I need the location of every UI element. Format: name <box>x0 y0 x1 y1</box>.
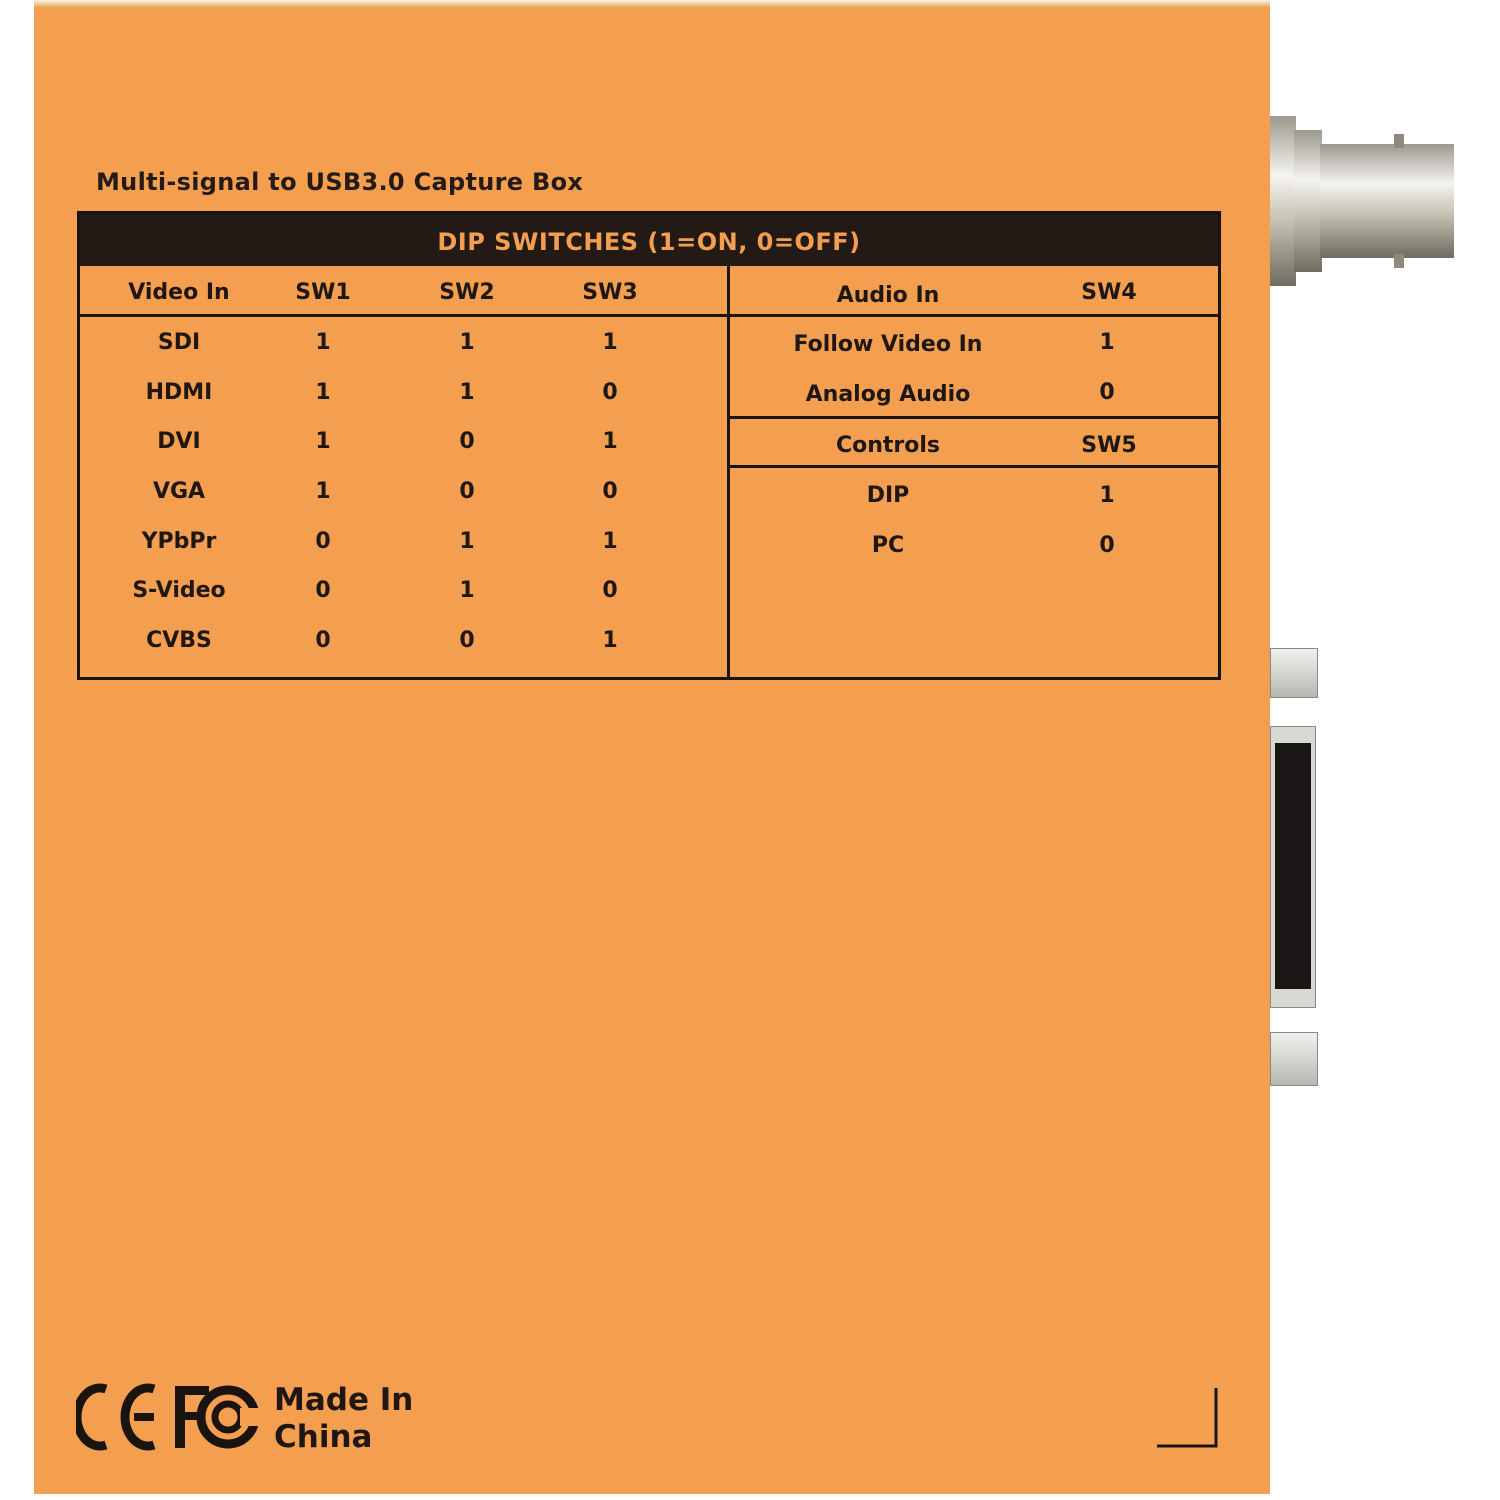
sw2-header: SW2 <box>439 280 495 305</box>
origin-line-1: Made In <box>274 1382 414 1418</box>
video-row-value: 0 <box>602 578 618 603</box>
audio-row-value: 1 <box>1099 330 1115 355</box>
fcc-mark-icon <box>175 1386 262 1448</box>
sw5-header: SW5 <box>1081 433 1137 458</box>
sw4-header: SW4 <box>1081 280 1137 305</box>
controls-header: Controls <box>835 433 941 458</box>
video-row-value: 1 <box>459 330 475 355</box>
corner-mark-icon <box>1156 1386 1222 1450</box>
controls-row-label: PC <box>871 533 905 558</box>
video-row-value: 1 <box>602 529 618 554</box>
video-row-value: 0 <box>315 628 331 653</box>
panel-top-edge <box>34 0 1270 8</box>
ce-mark-icon <box>77 1388 154 1446</box>
video-row-value: 1 <box>602 429 618 454</box>
video-row-label: VGA <box>152 479 206 504</box>
usb-port-icon <box>1270 726 1316 1008</box>
sw1-header: SW1 <box>295 280 351 305</box>
origin-label <box>274 1382 413 1456</box>
controls-row-label: DIP <box>866 483 910 508</box>
video-row-value: 1 <box>459 578 475 603</box>
small-port-top <box>1270 648 1318 698</box>
audio-row-label: Analog Audio <box>805 382 971 407</box>
video-row-value: 0 <box>459 429 475 454</box>
video-row-value: 0 <box>602 479 618 504</box>
video-row-value: 1 <box>315 429 331 454</box>
video-row-label: HDMI <box>145 380 213 405</box>
origin-line-2: China <box>274 1419 373 1455</box>
audio-in-header: Audio In <box>836 283 940 308</box>
small-port-bottom <box>1270 1032 1318 1086</box>
video-row-value: 0 <box>459 479 475 504</box>
bnc-connector-icon <box>1270 108 1458 294</box>
video-row-value: 1 <box>602 330 618 355</box>
video-row-value: 1 <box>315 330 331 355</box>
video-row-label: SDI <box>157 330 201 355</box>
audio-row-value: 0 <box>1099 380 1115 405</box>
controls-header-line <box>730 465 1218 468</box>
controls-row-value: 1 <box>1099 483 1115 508</box>
video-row-value: 1 <box>459 380 475 405</box>
video-row-value: 1 <box>315 380 331 405</box>
video-in-header: Video In <box>128 280 230 305</box>
dip-switch-table <box>77 211 1221 680</box>
video-header-line <box>80 314 730 317</box>
audio-header-line <box>730 314 1218 317</box>
video-row-value: 0 <box>459 628 475 653</box>
video-row-label: DVI <box>157 429 201 454</box>
video-row-value: 1 <box>459 529 475 554</box>
video-row-value: 1 <box>602 628 618 653</box>
video-row-value: 0 <box>315 529 331 554</box>
usb-port-opening <box>1275 743 1311 989</box>
video-row-value: 0 <box>602 380 618 405</box>
table-title: DIP SWITCHES (1=ON, 0=OFF) <box>80 214 1218 266</box>
video-row-value: 0 <box>315 578 331 603</box>
product-title: Multi-signal to USB3.0 Capture Box <box>96 168 584 196</box>
audio-row-label: Follow Video In <box>793 332 983 357</box>
controls-top-line <box>730 416 1218 419</box>
controls-row-value: 0 <box>1099 533 1115 558</box>
video-row-label: CVBS <box>146 628 212 653</box>
sw3-header: SW3 <box>582 280 638 305</box>
video-row-value: 1 <box>315 479 331 504</box>
video-row-label: YPbPr <box>141 529 217 554</box>
video-row-label: S-Video <box>132 578 226 603</box>
